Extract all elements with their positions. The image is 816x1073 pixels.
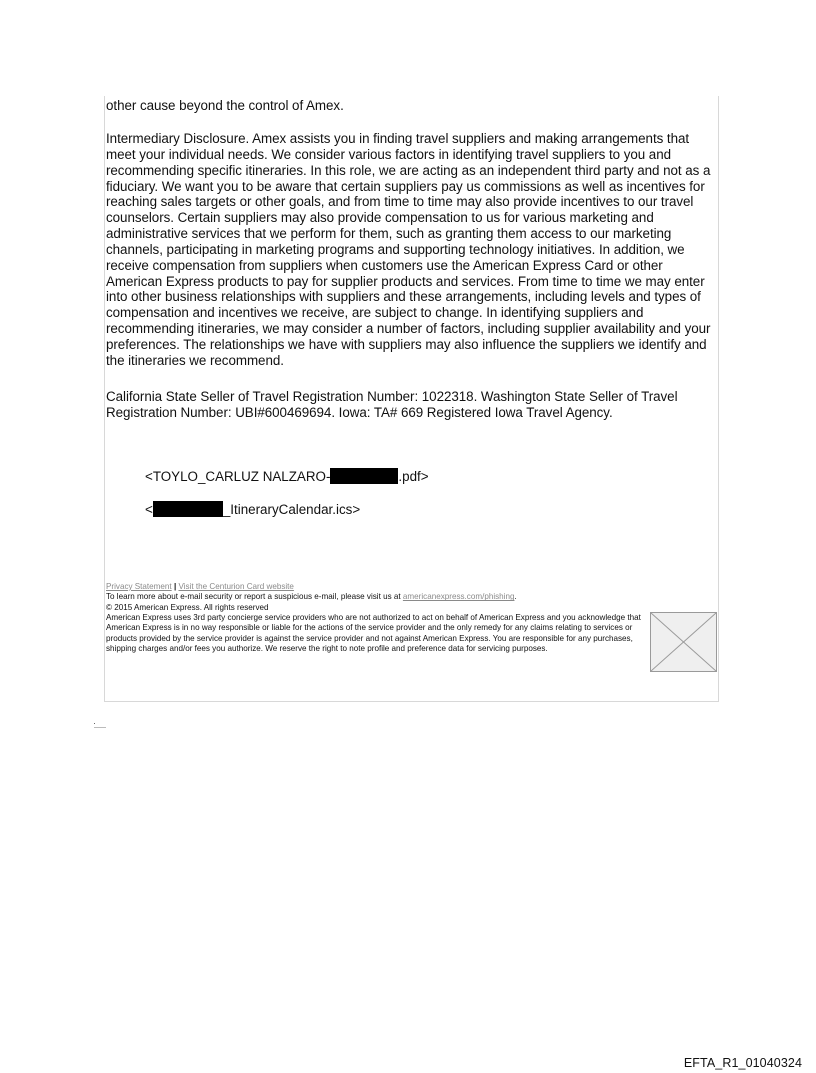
- broken-image-icon: [650, 612, 717, 672]
- attachment-pdf[interactable]: [145, 468, 429, 485]
- link-separator: |: [173, 582, 177, 591]
- intermediary-disclosure-paragraph: Intermediary Disclosure. Amex assists you in finding travel suppliers and making arrangements that meet your individual needs. We consider various factors in identifying travel suppliers to you and recommending specific itineraries. In this role, we are acting as an independent third party and not as a fiduciary. We want you to be aware that certain suppliers pay us commissions as well as incentives for reaching sales targets or other goals, and from time to time may also provide incentives to our travel counselors. Certain suppliers may also provide compensation to us for various marketing and administrative services that we perform for them, such as granting them access to our marketing channels, participating in marketing programs and supporting technology initiatives. In addition, we receive compensation from suppliers when customers use the American Express Card or other American Express products to pay for supplier products and services. From time to time we may enter into other business relationships with suppliers and these arrangements, including levels and types of compensation and incentives we receive, are subject to change. In identifying suppliers and recommending itineraries, we may consider a number of factors, including supplier availability and your preferences. The relationships we have with suppliers may also influence the suppliers we identify and the itineraries we recommend.: [106, 131, 711, 368]
- security-notice: [106, 592, 651, 602]
- concierge-disclaimer: American Express uses 3rd party concierge service providers who are not authorized to act on behalf of American Express and you acknowledge that American Express is in no way responsible or liable for the actions of the service provider and the only remedy for any claims relating to services or products provided by the service provider is against the service provider and not against American Express. You are responsible for any purchases, shipping charges and/or fees you authorize. We reserve the right to note profile and preference data for servicing purposes.: [106, 613, 641, 654]
- attachment-ics-suffix: _ItineraryCalendar.ics>: [222, 502, 361, 517]
- registration-paragraph: California State Seller of Travel Registration Number: 1022318. Washington State Seller of Travel Registration Number: UBI#600469694. Iowa: TA# 669 Registered Iowa Travel Agency.: [106, 389, 678, 420]
- attachment-ics-prefix: <: [145, 502, 153, 517]
- email-footer: [106, 582, 651, 654]
- phishing-link[interactable]: americanexpress.com/phishing: [402, 592, 515, 602]
- centurion-card-link[interactable]: Visit the Centurion Card website: [178, 582, 294, 591]
- continuation-paragraph: other cause beyond the control of Amex.: [106, 98, 344, 113]
- bates-number: EFTA_R1_01040324: [683, 1056, 802, 1070]
- redaction-block: [330, 468, 398, 484]
- privacy-statement-link[interactable]: Privacy Statement: [106, 582, 172, 591]
- security-text: To learn more about e-mail security or report a suspicious e-mail, please visit us at: [106, 592, 403, 602]
- footer-links-line: [106, 582, 651, 592]
- copyright-notice: © 2015 American Express. All rights reserved: [106, 602, 269, 612]
- attachment-ics[interactable]: [145, 501, 360, 518]
- redaction-block: [153, 501, 223, 517]
- attachment-pdf-prefix: <TOYLO_CARLUZ NALZARO-: [145, 469, 331, 484]
- security-end: .: [514, 592, 517, 602]
- scan-artifact: [93, 716, 107, 722]
- attachment-pdf-suffix: .pdf>: [398, 469, 429, 484]
